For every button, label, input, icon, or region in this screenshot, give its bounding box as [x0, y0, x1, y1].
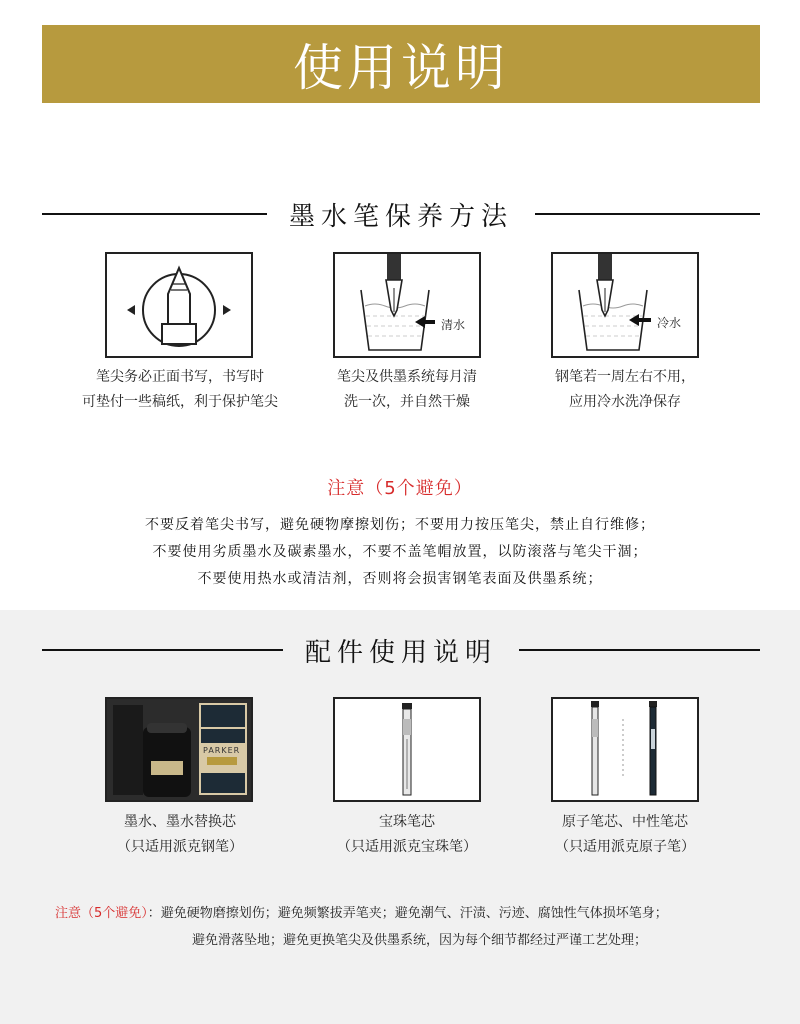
notice-lines	[0, 512, 800, 593]
nib-in-water-icon	[335, 254, 479, 356]
accessory-caption-2: 宝珠笔芯 （只适用派克宝珠笔）	[337, 814, 477, 855]
water-label: 清水	[441, 318, 466, 332]
page-title: 使用说明	[293, 39, 509, 97]
rollerball-refill-icon	[335, 699, 479, 800]
care-heading-text: 墨水笔保养方法	[289, 201, 514, 232]
care-caption-2: 笔尖及供墨系统每月清 洗一次，并自然干燥	[337, 369, 477, 410]
divider-left	[42, 649, 283, 651]
care-card-nib-in-water	[333, 252, 481, 358]
accessories-section-heading	[42, 630, 760, 670]
title-banner	[42, 25, 760, 103]
notice-line-2: 不要使用劣质墨水及碳素墨水，不要不盖笔帽放置，以防滚落与笔尖干涸；	[152, 544, 648, 560]
footer-line-1: 注意（5个避免）：避免硬物磨擦划伤；避免频繁拔弄笔夹；避免潮气、汗渍、污迹、腐蚀性气体损坏笔身；	[55, 906, 668, 921]
notice-line-3: 不要使用热水或清洁剂，否则将会损害钢笔表面及供墨系统；	[197, 571, 603, 587]
footer-label: 注意（5个避免）	[55, 906, 148, 921]
brand-label: PARKER	[203, 746, 241, 755]
accessory-caption-3: 原子笔芯、中性笔芯 （只适用派克原子笔）	[555, 814, 695, 855]
accessory-caption-1: 墨水、墨水替换芯 （只适用派克钢笔）	[117, 814, 243, 855]
accessories-heading-text: 配件使用说明	[305, 637, 498, 668]
care-caption-1: 笔尖务必正面书写，书写时 可垫付一些稿纸，利于保护笔尖	[82, 369, 278, 410]
divider-left	[42, 213, 267, 215]
divider-right	[519, 649, 760, 651]
accessory-card-ink	[105, 697, 253, 802]
nib-writing-icon	[107, 254, 251, 356]
divider-right	[535, 213, 760, 215]
care-card-nib-writing	[105, 252, 253, 358]
care-card-nib-in-cold-water	[551, 252, 699, 358]
nib-in-cold-water-icon	[553, 254, 697, 356]
ballpoint-refill-icon	[553, 699, 697, 800]
care-caption-3: 钢笔若一周左右不用， 应用冷水洗净保存	[555, 369, 695, 410]
accessory-card-rollerball	[333, 697, 481, 802]
notice-line-1: 不要反着笔尖书写，避免硬物摩擦划伤；不要用力按压笔尖，禁止自行维修；	[145, 517, 655, 533]
notice-title: 注意（5个避免）	[327, 478, 473, 499]
cold-water-label: 冷水	[657, 316, 682, 330]
accessory-card-ballpoint	[551, 697, 699, 802]
footer-notice	[0, 900, 800, 954]
care-section-heading	[42, 194, 760, 234]
footer-line-2: 避免滑落坠地；避免更换笔尖及供墨系统，因为每个细节都经过严谨工艺处理；	[192, 933, 648, 948]
